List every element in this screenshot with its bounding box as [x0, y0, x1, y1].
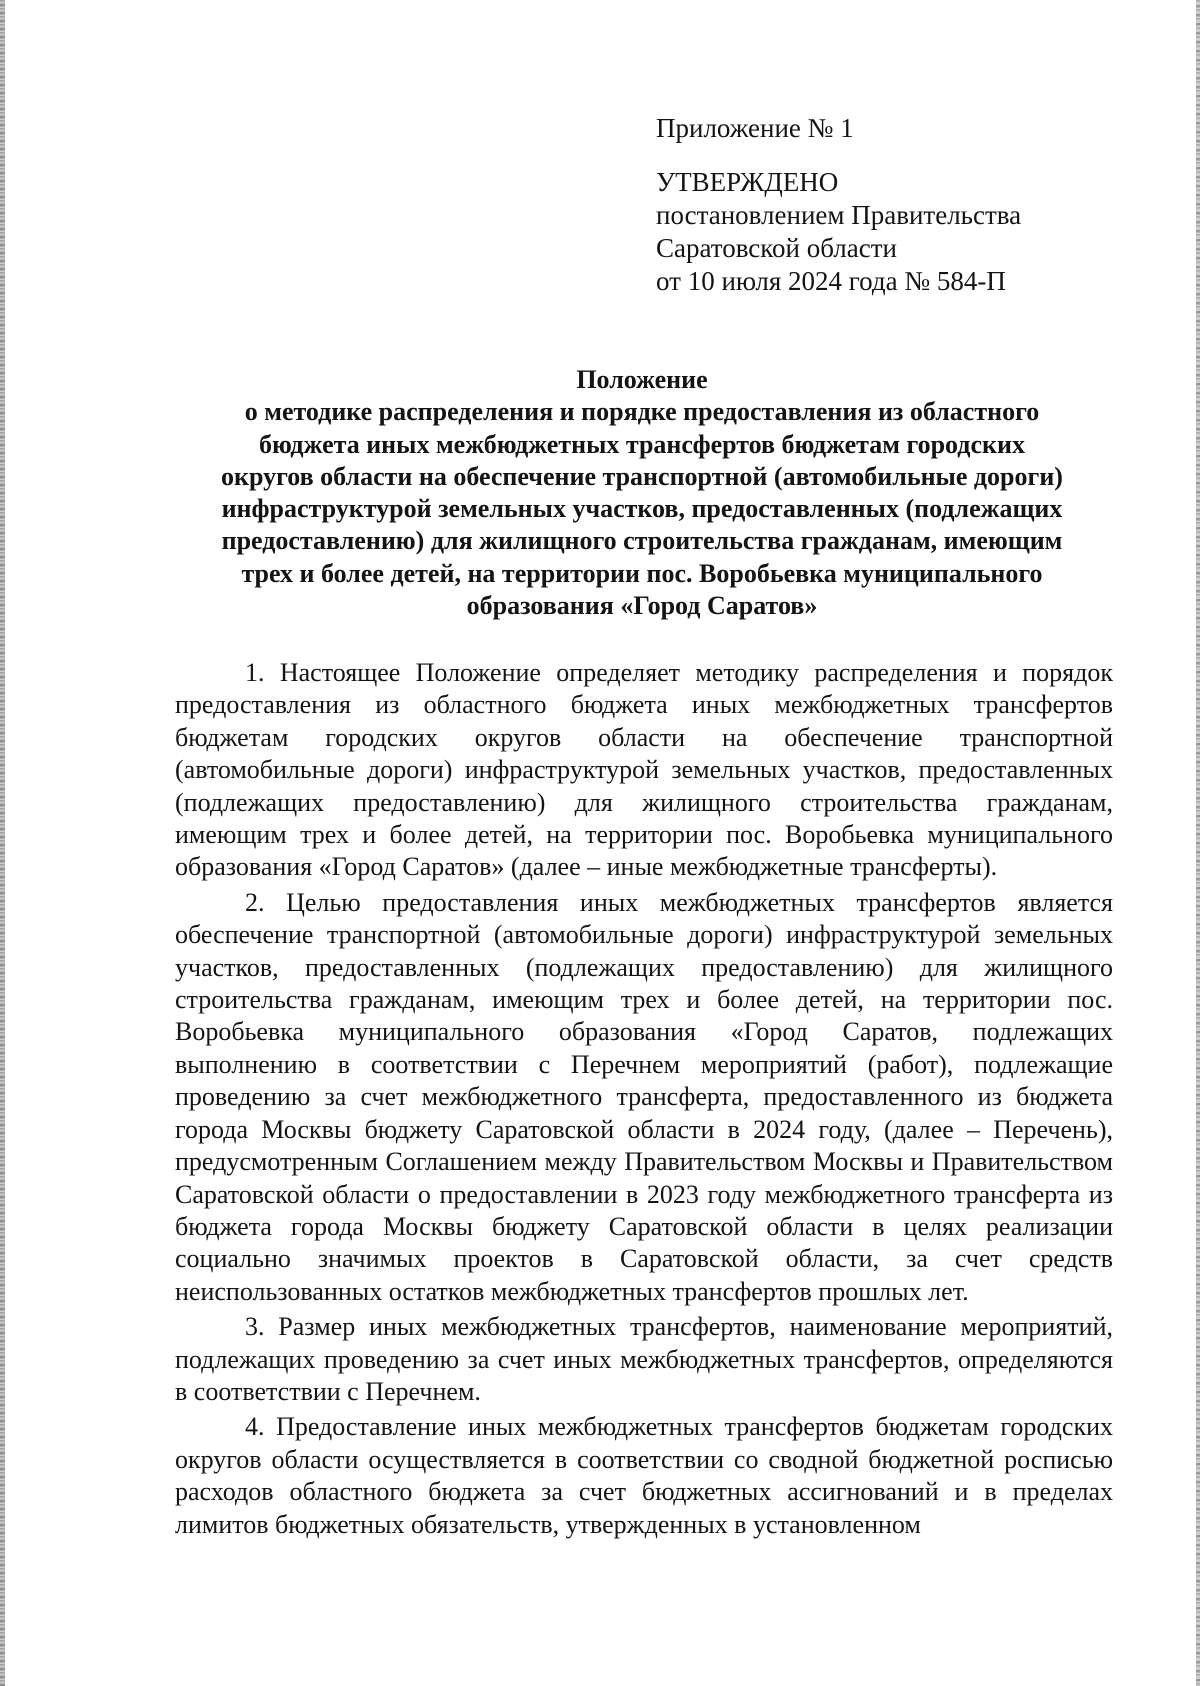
paragraph-2: 2. Целью предоставления иных межбюджетных трансфертов является обеспечение транспортной (автомобильные дороги) инфраструктурой земельных участков, предоставленных (подлежащих предоставлению) для жилищного строительства гражданам, имеющим трех и более детей, на территории пос. Воробьевка муниципального образования «Город Саратов, подлежащих выполнению в соответствии с Перечнем мероприятий (работ), подлежащие проведению за счет межбюджетного трансферта, предоставленного из бюджета города Москвы бюджету Саратовской области в 2024 году, (далее – Перечень), предусмотренным Соглашением между Правительством Москвы и Правительством Саратовской области о предоставлении в 2023 году межбюджетного трансферта из бюджета города Москвы бюджету Саратовской области в целях реализации социально значимых проектов в Саратовской области, за счет средств неиспользованных остатков межбюджетных трансфертов прошлых лет.: [175, 887, 1113, 1306]
title-heading: Положение: [576, 365, 708, 394]
scan-edge-right: [1196, 0, 1200, 1686]
paragraph-1: 1. Настоящее Положение определяет методику распределения и порядок предоставления из областного бюджета иных межбюджетных трансфертов бюджетам городских округов области на обеспечение транспортной (автомобильные дороги) инфраструктурой земельных участков, предоставленных (подлежащих предоставлению) для жилищного строительства гражданам, имеющим трех и более детей, на территории пос. Воробьевка муниципального образования «Город Саратов» (далее – иные межбюджетные трансферты).: [175, 658, 1113, 882]
approved-region: Саратовской области: [656, 233, 897, 263]
approval-block: [656, 112, 1076, 298]
paragraph-3: 3. Размер иных межбюджетных трансфертов, наименование мероприятий, подлежащих проведению за счет иных межбюджетных трансфертов, определяются в соответствии с Перечнем.: [175, 1312, 1113, 1406]
title-line: бюджета иных межбюджетных трансфертов бюджетам городских: [259, 429, 1025, 459]
scan-edge-left: [0, 0, 5, 1686]
annex-number: Приложение № 1: [656, 113, 854, 143]
document-body: [175, 657, 1113, 1544]
approved-by: постановлением Правительства: [656, 200, 1022, 230]
title-line: трех и более детей, на территории пос. Воробьевка муниципального: [241, 558, 1043, 588]
title-line: образования «Город Саратов»: [466, 591, 818, 621]
approval-date: от 10 июля 2024 года № 584-П: [656, 266, 1006, 296]
paragraph-4: 4. Предоставление иных межбюджетных трансфертов бюджетам городских округов области осуществляется в соответствии со сводной бюджетной росписью расходов областного бюджета за счет бюджетных ассигнований и в пределах лимитов бюджетных обязательств, утвержденных в установленном: [175, 1412, 1113, 1539]
document-title: [160, 364, 1124, 622]
title-line: округов области на обеспечение транспортной (автомобильные дороги): [221, 461, 1063, 491]
title-line: о методике распределения и порядке предоставления из областного: [244, 397, 1040, 427]
approved-stamp: УТВЕРЖДЕНО: [656, 167, 839, 197]
title-line: инфраструктурой земельных участков, предоставленных (подлежащих: [221, 494, 1063, 524]
title-line: предоставлению) для жилищного строительства гражданам, имеющим: [221, 526, 1063, 556]
